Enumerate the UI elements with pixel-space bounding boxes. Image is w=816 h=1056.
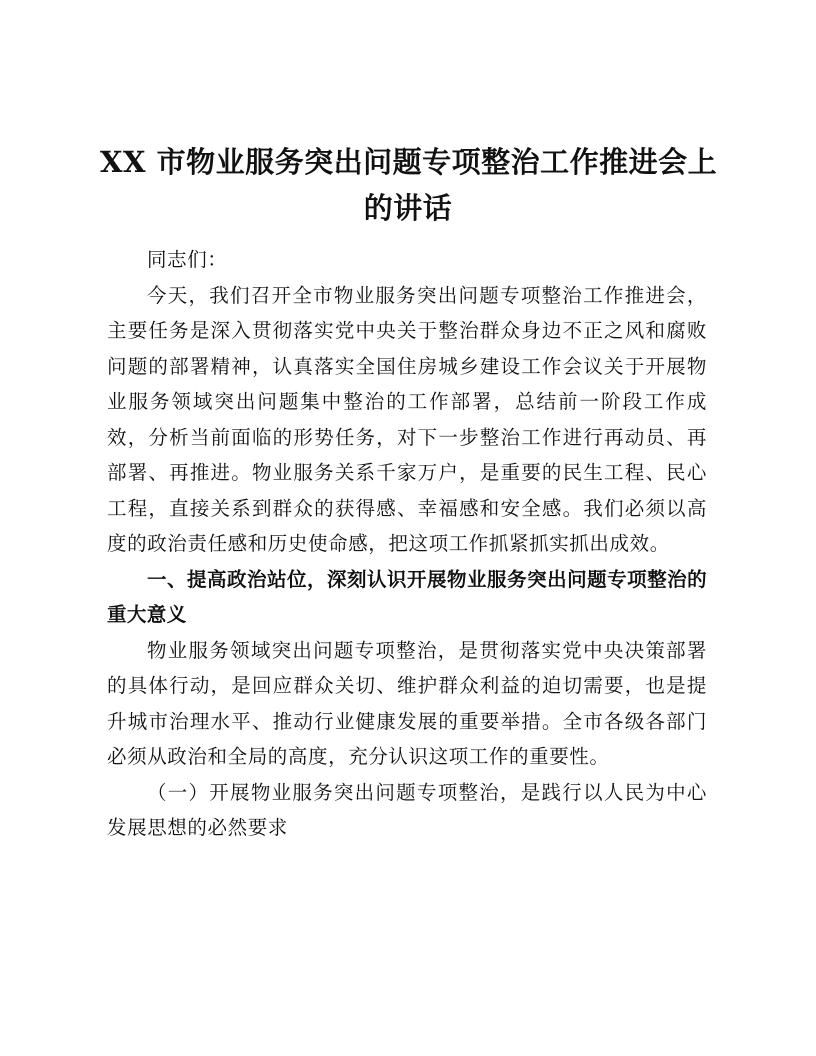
section-heading-1: 一、提高政治站位，深刻认识开展物业服务突出问题专项整治的重大意义	[107, 567, 707, 626]
title-line-1: XX 市物业服务突出问题专项整治工作推进会上	[100, 145, 718, 179]
title-line-2: 的讲话	[363, 191, 453, 225]
subsection-heading-1: （一）开展物业服务突出问题专项整治，是践行以人民为中心发展思想的必然要求	[107, 780, 707, 839]
paragraph-opening: 今天，我们召开全市物业服务突出问题专项整治工作推进会，主要任务是深入贯彻落实党中央关于整治群众身边不正之风和腐败问题的部署精神，认真落实全国住房城乡建设工作会议关于开展物业服务领域突出问题集中整治的工作部署，总结前一阶段工作成效，分析当前面临的形势任务，对下一步整治工作进行再动员、再部署、再推进。物业服务关系千家万户，是重要的民生工程、民心工程，直接关系到群众的获得感、幸福感和安全感。我们必须以高度的政治责任感和历史使命感，把这项工作抓紧抓实抓出成效。	[107, 283, 707, 555]
paragraph-significance: 物业服务领域突出问题专项整治，是贯彻落实党中央决策部署的具体行动，是回应群众关切、维护群众利益的迫切需要，也是提升城市治理水平、推动行业健康发展的重要举措。全市各级各部门必须从政治和全局的高度，充分认识这项工作的重要性。	[107, 638, 707, 768]
salutation: 同志们：	[147, 248, 228, 271]
document-body	[107, 242, 707, 846]
document-title	[100, 139, 716, 231]
